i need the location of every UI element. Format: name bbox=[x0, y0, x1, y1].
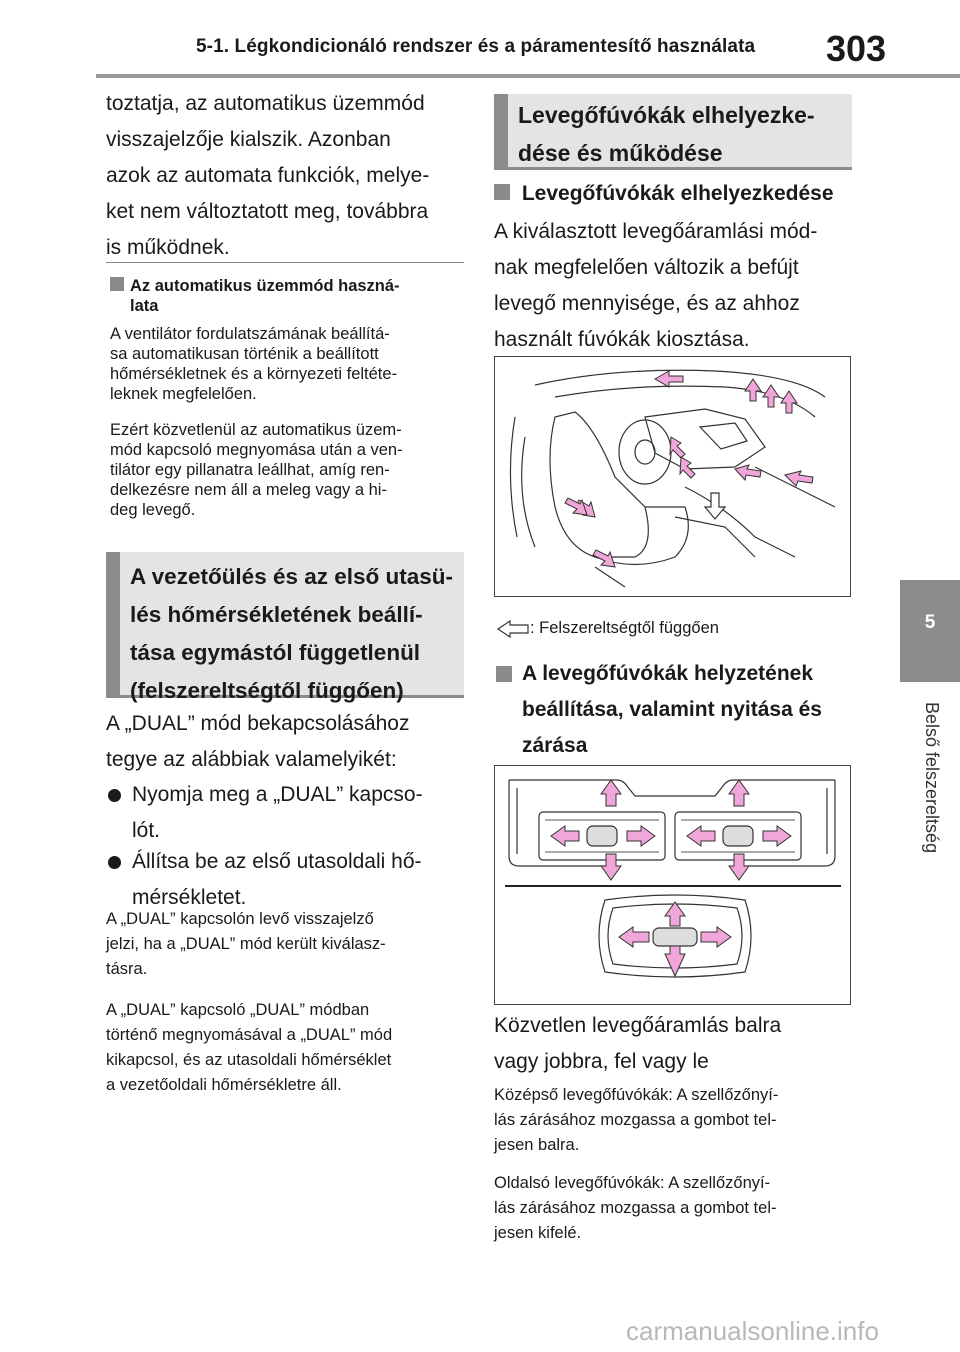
legend-arrow-icon bbox=[496, 620, 530, 643]
subsection-divider bbox=[106, 262, 464, 263]
vent-drawing bbox=[495, 766, 850, 1004]
bullet-item-1: Nyomja meg a „DUAL” kapcso- lót. bbox=[132, 783, 423, 842]
cabin-vent-illustration bbox=[494, 356, 851, 597]
square-bullet-icon bbox=[110, 277, 124, 291]
dual-intro: A „DUAL” mód bekapcsolásához tegye az alábbiak valamelyikét: bbox=[106, 712, 410, 771]
bullet-icon bbox=[108, 856, 121, 869]
square-bullet-icon bbox=[494, 184, 510, 200]
square-bullet-icon bbox=[496, 666, 512, 682]
header-divider bbox=[96, 74, 960, 78]
dual-note-1: A „DUAL” kapcsolón levő visszajelző jelzi, ha a „DUAL” mód került kiválasz- tásra. bbox=[106, 910, 386, 978]
vent-location-heading: Levegőfúvókák elhelyezkedése bbox=[494, 176, 854, 212]
chapter-number: 5 bbox=[924, 612, 936, 633]
auto-mode-paragraph-2: Ezért közvetlenül az automatikus üzem- mód kapcsoló megnyomása után a ven- tilátor egy pillanatra leállhat, amíg ren- delkezésre nem áll a meleg vagy a hi- deg levegő. bbox=[110, 421, 403, 519]
section-box-dual-temperature bbox=[106, 552, 464, 703]
header-title: 5-1. Légkondicionáló rendszer és a páramentesítő használata bbox=[196, 36, 756, 57]
footer-watermark: carmanualsonline.info bbox=[626, 1316, 879, 1346]
bullet-item-2: Állítsa be az első utasoldali hő- mérsékletet. bbox=[132, 850, 422, 909]
section-box-vents bbox=[494, 94, 852, 170]
vent-location-paragraph: A kiválasztott levegőáramlási mód- nak megfelelően változik a befújt levegő mennyisége, és az ahhoz használt fúvókák kiosztása. bbox=[494, 220, 818, 351]
auto-mode-heading: Az automatikus üzemmód haszná- lata bbox=[110, 276, 466, 316]
center-vents-text: Középső levegőfúvókák: A szellőzőnyí- lás zárásához mozgassa a gombot tel- jesen balra. bbox=[494, 1086, 779, 1154]
direct-airflow-text: Közvetlen levegőáramlás balra vagy jobbra, fel vagy le bbox=[494, 1014, 782, 1073]
dual-note-2: A „DUAL” kapcsoló „DUAL” módban történő megnyomásával a „DUAL” mód kikapcsol, és az utasoldali hőmérséklet a vezetőoldali hőmérsékletre áll. bbox=[106, 1001, 393, 1094]
intro-paragraph: toztatja, az automatikus üzemmód visszajelzője kialszik. Azonban azok az automata funkciók, melye- ket nem változtatott meg, továbbra is működnek. bbox=[106, 92, 430, 259]
legend-text: : Felszereltségtől függően bbox=[530, 619, 719, 637]
vent-adjust-illustration bbox=[494, 765, 851, 1005]
section-title-dual: A vezetőülés és az első utasü- lés hőmérsékletének beállí- tása egymástól függetlenül (felszereltségtől függően) bbox=[130, 564, 454, 703]
bullet-icon bbox=[108, 789, 121, 802]
cabin-interior-drawing bbox=[495, 357, 850, 596]
chapter-label: Belső felszereltség bbox=[922, 702, 942, 854]
side-vents-text: Oldalsó levegőfúvókák: A szellőzőnyí- lás zárásához mozgassa a gombot tel- jesen kifelé. bbox=[494, 1174, 777, 1242]
section-title-vents: Levegőfúvókák elhelyezke- dése és működése bbox=[518, 102, 815, 166]
auto-mode-paragraph-1: A ventilátor fordulatszámának beállítá- sa automatikusan történik a beállított hőmérsékletnek és a környezeti feltéte- leknek megfelelően. bbox=[110, 325, 398, 403]
page-number: 303 bbox=[826, 28, 887, 69]
vent-adjust-heading: A levegőfúvókák helyzetének beállítása, valamint nyitása és zárása bbox=[494, 656, 854, 764]
